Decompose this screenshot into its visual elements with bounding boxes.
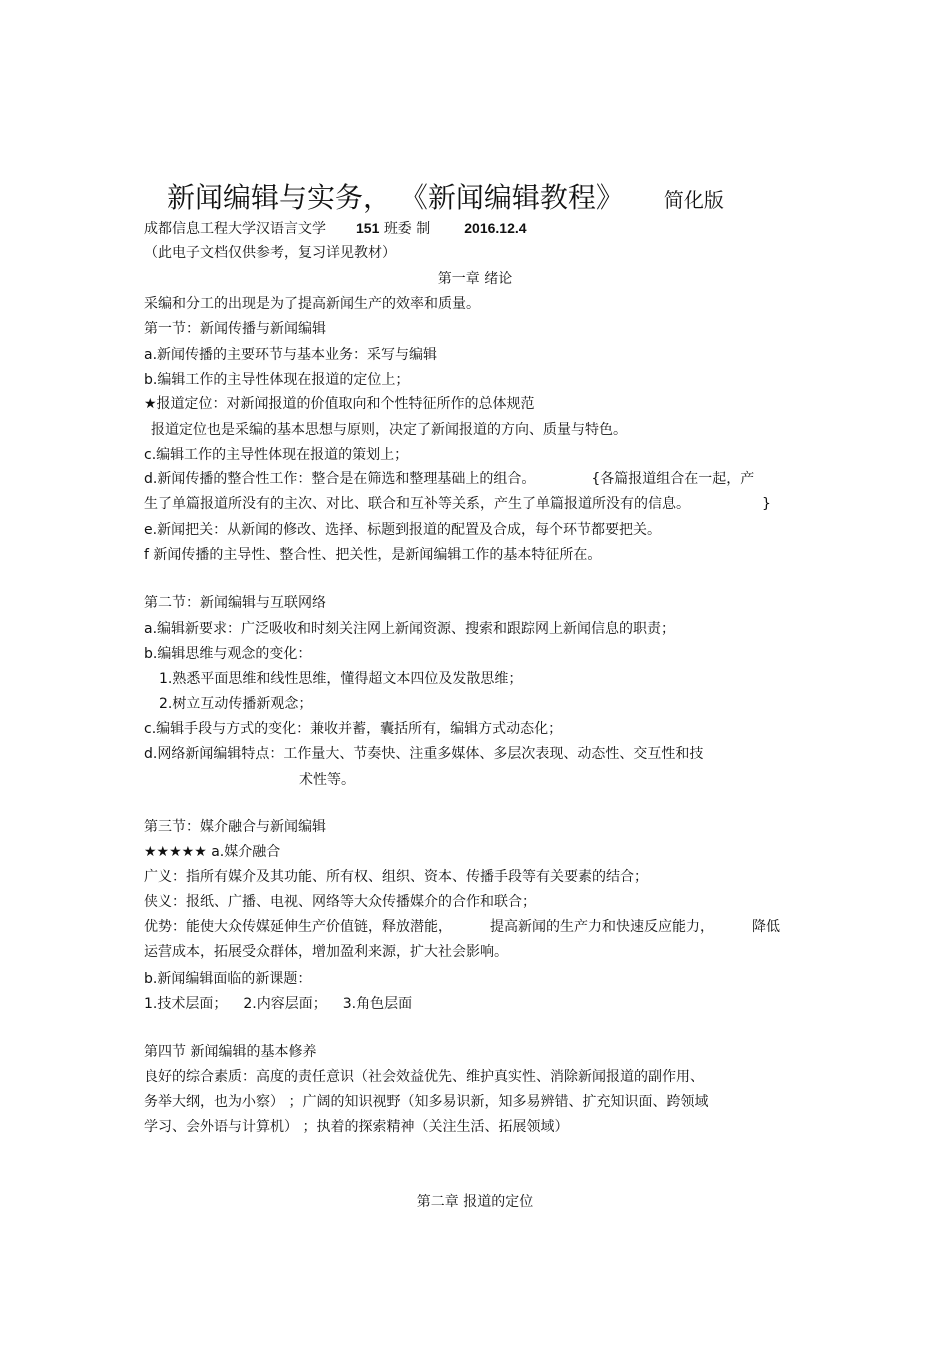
s2-item-b1: 1.熟悉平面思维和线性思维，懂得超文本四位及发散思维； bbox=[159, 671, 523, 687]
s2-item-c: c.编辑手段与方式的变化：兼收并蓄，囊括所有，编辑方式动态化； bbox=[144, 721, 563, 737]
section4-heading: 第四节 新闻编辑的基本修养 bbox=[144, 1044, 317, 1060]
note: （此电子文档仅供参考，复习详见教材） bbox=[144, 245, 396, 261]
s1-item-d-brace-text: {各篇报道组合在一起，产 bbox=[591, 471, 755, 487]
s3-item-a-label: a.媒介融合 bbox=[211, 844, 281, 860]
s3-advantages-part1: 优势：能使大众传媒延伸生产价值链，释放潜能， bbox=[144, 919, 452, 935]
s3-item-b: b.新闻编辑面临的新课题： bbox=[144, 971, 312, 987]
chapter2-heading: 第二章 报道的定位 bbox=[416, 1194, 534, 1210]
s4-line3: 学习、会外语与计算机） ；执着的探索精神（关注生活、拓展领域） bbox=[144, 1119, 569, 1135]
document-title-main: 新闻编辑与实务， 《新闻编辑教程》 bbox=[167, 181, 624, 214]
section3-heading: 第三节：媒介融合与新闻编辑 bbox=[144, 819, 326, 835]
s1-star-definition: ★报道定位：对新闻报道的价值取向和个性特征所作的总体规范 bbox=[144, 396, 535, 412]
chapter1-heading: 第一章 绪论 bbox=[437, 271, 513, 287]
section1-heading: 第一节：新闻传播与新闻编辑 bbox=[144, 321, 326, 337]
s2-item-d: d.网络新闻编辑特点：工作量大、节奏快、注重多媒体、多层次表现、动态性、交互性和技 bbox=[144, 746, 704, 762]
s3-topic-technical: 1.技术层面； bbox=[144, 996, 228, 1012]
s1-item-d-line2 bbox=[144, 495, 771, 513]
byline-maker: 班委 制 bbox=[383, 221, 431, 237]
s1-item-f: f 新闻传播的主导性、整合性、把关性，是新闻编辑工作的基本特征所在。 bbox=[144, 547, 602, 563]
s2-item-b2: 2.树立互动传播新观念； bbox=[159, 696, 313, 712]
s1-star-explanation: 报道定位也是采编的基本思想与原则，决定了新闻报道的方向、质量与特色。 bbox=[151, 422, 627, 438]
s3-advantages-part3: 降低 bbox=[752, 919, 780, 935]
s3-advantages-line1 bbox=[144, 918, 780, 936]
s3-advantages-line2: 运营成本，拓展受众群体，增加盈利来源，扩大社会影响。 bbox=[144, 944, 508, 960]
s1-item-b: b.编辑工作的主导性体现在报道的定位上； bbox=[144, 372, 410, 388]
document-title bbox=[167, 176, 724, 216]
s3-item-a bbox=[144, 843, 280, 861]
s1-item-d-brace-close: } bbox=[762, 496, 771, 512]
byline-class: 151 bbox=[356, 220, 380, 236]
s1-item-c: c.编辑工作的主导性体现在报道的策划上； bbox=[144, 447, 409, 463]
s2-item-b: b.编辑思维与观念的变化： bbox=[144, 646, 312, 662]
s2-item-d-cont: 术性等。 bbox=[299, 772, 355, 788]
s3-topic-role: 3.角色层面 bbox=[342, 996, 413, 1012]
chapter1-intro: 采编和分工的出现是为了提高新闻生产的效率和质量。 bbox=[144, 296, 480, 312]
s1-item-e: e.新闻把关：从新闻的修改、选择、标题到报道的配置及合成，每个环节都要把关。 bbox=[144, 522, 662, 538]
s3-topic-content: 2.内容层面； bbox=[243, 996, 327, 1012]
s3-item-b-list bbox=[144, 995, 412, 1013]
s4-line2: 务举大纲，也为小察） ；广阔的知识视野（知多易识新，知多易辨错、扩充知识面、跨领域 bbox=[144, 1094, 709, 1110]
s4-line1: 良好的综合素质：高度的责任意识（社会效益优先、维护真实性、消除新闻报道的副作用、 bbox=[144, 1069, 704, 1085]
s1-item-d-cont: 生了单篇报道所没有的主次、对比、联合和互补等关系，产生了单篇报道所没有的信息。 bbox=[144, 496, 690, 512]
s1-item-d-text: d.新闻传播的整合性工作：整合是在筛选和整理基础上的组合。 bbox=[144, 471, 536, 487]
s3-advantages-part2: 提高新闻的生产力和快速反应能力， bbox=[490, 919, 714, 935]
section2-heading: 第二节：新闻编辑与互联网络 bbox=[144, 595, 326, 611]
byline-date: 2016.12.4 bbox=[464, 220, 527, 236]
s3-narrow-definition: 侠义：报纸、广播、电视、网络等大众传播媒介的合作和联合； bbox=[144, 894, 536, 910]
byline bbox=[144, 219, 527, 238]
s3-broad-definition: 广义：指所有媒介及其功能、所有权、组织、资本、传播手段等有关要素的结合； bbox=[144, 869, 648, 885]
s1-item-a: a.新闻传播的主要环节与基本业务：采写与编辑 bbox=[144, 347, 438, 363]
document-title-suffix: 简化版 bbox=[663, 188, 724, 212]
byline-org: 成都信息工程大学汉语言文学 bbox=[144, 221, 326, 237]
s2-item-a: a.编辑新要求：广泛吸收和时刻关注网上新闻资源、搜索和跟踪网上新闻信息的职责； bbox=[144, 621, 676, 637]
s1-item-d-line1 bbox=[144, 470, 754, 488]
importance-stars: ★★★★★ bbox=[144, 844, 207, 860]
